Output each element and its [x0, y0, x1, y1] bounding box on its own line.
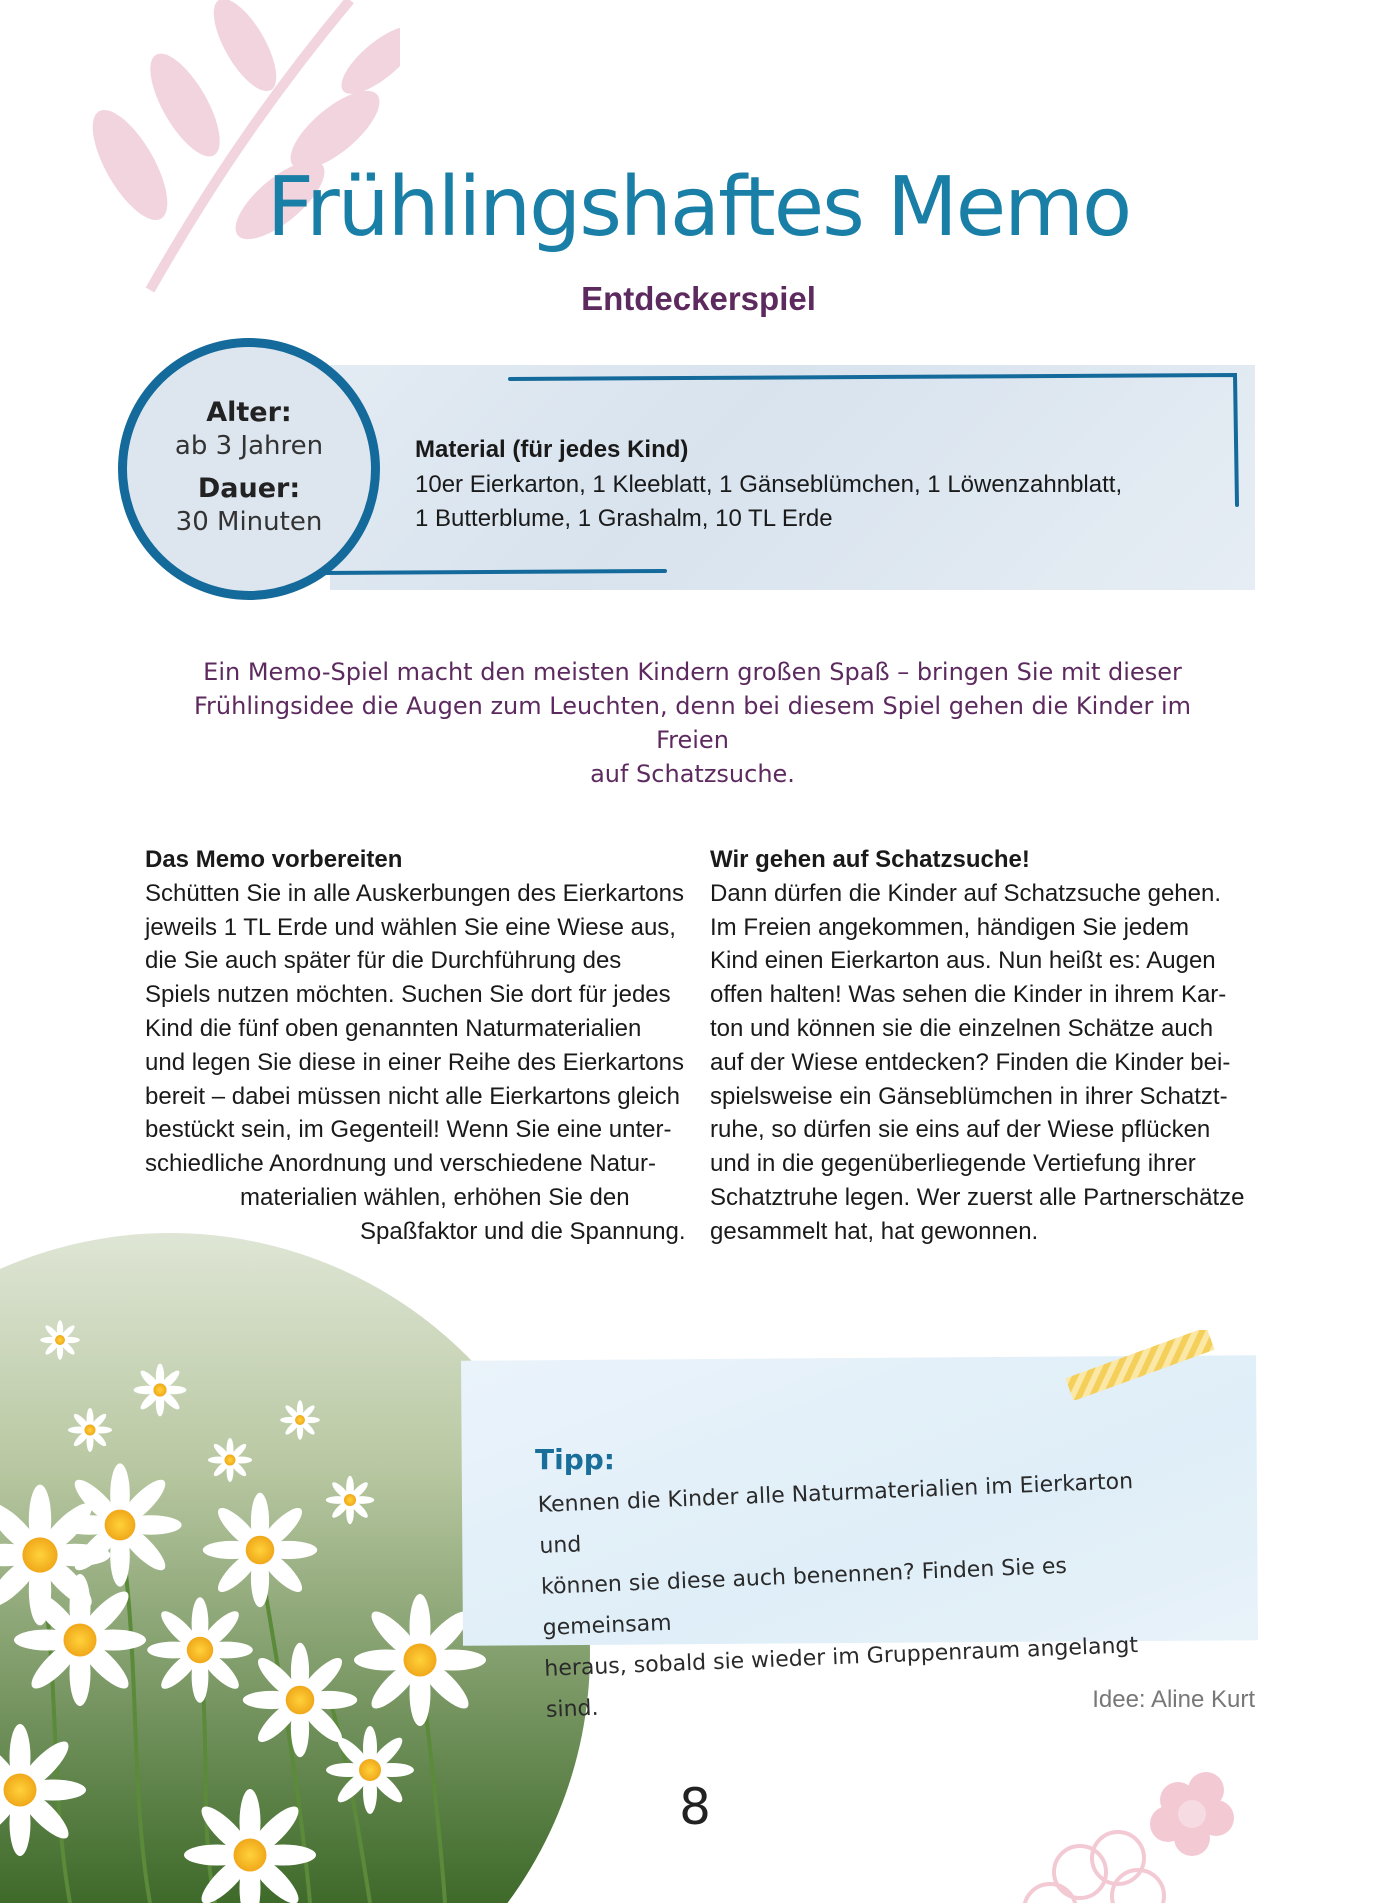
duration-value: 30 Minuten [175, 507, 323, 537]
age-value: ab 3 Jahren [174, 431, 324, 461]
idea-credit: Idee: Aline Kurt [1092, 1686, 1255, 1713]
right-column [710, 843, 1255, 1249]
washi-tape [1060, 1330, 1220, 1400]
intro-line: auf Schatzsuche. [590, 760, 795, 788]
info-circle [118, 338, 380, 600]
intro-text [170, 655, 1215, 791]
left-column-line: und legen Sie diese in einer Reihe des Eierkartons [145, 1048, 685, 1076]
left-column-line: Schütten Sie in alle Auskerbungen des Eierkartons [145, 879, 685, 907]
page-subtitle: Entdeckerspiel [581, 280, 816, 317]
left-column-line: jeweils 1 TL Erde und wählen Sie eine Wiese aus, [145, 913, 676, 941]
right-column-line: Dann dürfen die Kinder auf Schatzsuche gehen. [710, 879, 1222, 907]
right-column-line: Kind einen Eierkarton aus. Nun heißt es: Augen [710, 947, 1216, 975]
page-number: 8 [679, 1778, 711, 1836]
intro-line: Ein Memo-Spiel macht den meisten Kindern großen Spaß – bringen Sie mit dieser [203, 658, 1182, 686]
left-column-line: Spiels nutzen möchten. Suchen Sie dort für jedes [145, 981, 671, 1009]
left-column-line: die Sie auch später für die Durchführung des [145, 947, 622, 975]
tip-line: heraus, sobald sie wieder im Gruppenraum angelangt sind. [543, 1633, 1139, 1723]
right-column-line: und in die gegenüberliegende Vertiefung ihrer [710, 1150, 1196, 1178]
tip-line: Kennen die Kinder alle Naturmaterialien im Eierkarton und [537, 1469, 1134, 1559]
right-column-line: Im Freien angekommen, händigen Sie jedem [710, 913, 1189, 941]
left-column-line: schiedliche Anordnung und verschiedene Natur- [145, 1150, 656, 1178]
left-column-line: Spaßfaktor und die Spannung. [360, 1217, 686, 1245]
intro-line: Frühlingsidee die Augen zum Leuchten, denn bei diesem Spiel gehen die Kinder im Freien [193, 692, 1192, 754]
right-column-line: spielsweise ein Gänseblümchen in ihrer Schatzt- [710, 1082, 1228, 1110]
tip-line: können sie diese auch benennen? Finden Sie es gemeinsam [540, 1553, 1068, 1641]
right-column-heading: Wir gehen auf Schatzsuche! [710, 846, 1030, 873]
right-column-line: ton und können sie die einzelnen Schätze auch [710, 1014, 1214, 1042]
right-column-line: gesammelt hat, hat gewonnen. [710, 1217, 1039, 1245]
page-title: Frühlingshaftes Memo [266, 160, 1131, 255]
left-column-line: Kind die fünf oben genannten Naturmaterialien [145, 1014, 642, 1042]
duration-label: Dauer: [197, 473, 301, 504]
right-column-line: auf der Wiese entdecken? Finden die Kinder bei- [710, 1048, 1231, 1076]
left-column [145, 843, 685, 1249]
left-column-line: bereit – dabei müssen nicht alle Eierkartons gleich [145, 1082, 680, 1110]
right-column-line: offen halten! Was sehen die Kinder in ihrem Kar- [710, 981, 1227, 1009]
material-title: Material (für jedes Kind) [415, 436, 689, 463]
left-column-heading: Das Memo vorbereiten [145, 846, 403, 873]
tip-title: Tipp: [535, 1443, 615, 1476]
material-line: 1 Butterblume, 1 Grashalm, 10 TL Erde [415, 505, 833, 532]
right-column-line: Schatztruhe legen. Wer zuerst alle Partnerschätze [710, 1183, 1245, 1211]
left-column-line: materialien wählen, erhöhen Sie den [240, 1183, 630, 1211]
age-label: Alter: [206, 397, 292, 428]
right-column-line: ruhe, so dürfen sie eins auf der Wiese pflücken [710, 1116, 1211, 1144]
flower-decoration [1020, 1760, 1270, 1903]
branch-decoration [90, 0, 400, 300]
left-column-line: bestückt sein, im Gegenteil! Wenn Sie eine unter- [145, 1116, 672, 1144]
material-line: 10er Eierkarton, 1 Kleeblatt, 1 Gänseblümchen, 1 Löwenzahnblatt, [415, 471, 1123, 498]
